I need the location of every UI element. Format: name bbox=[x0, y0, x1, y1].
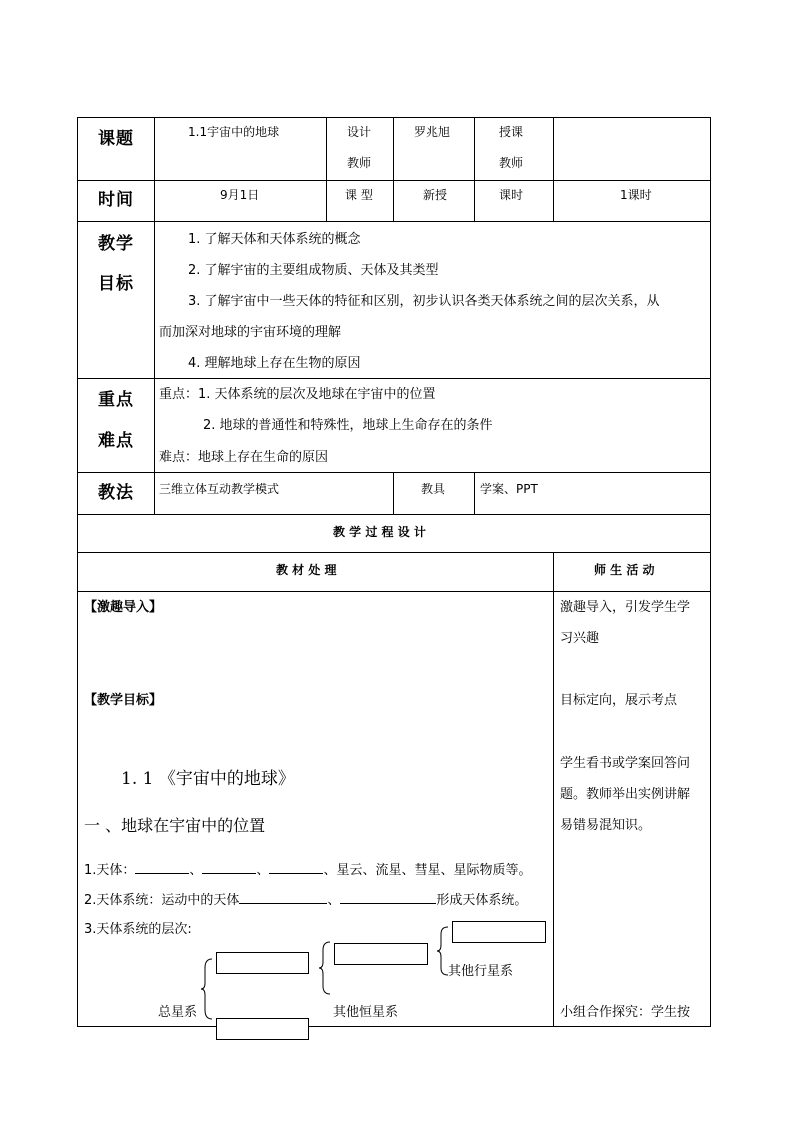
keypoints-label-2: 难点 bbox=[98, 431, 134, 451]
tools-value: 学案、PPT bbox=[480, 482, 538, 496]
table-line bbox=[77, 472, 711, 473]
designer-label-2: 教师 bbox=[347, 156, 372, 170]
process-title: 教 学 过 程 设 计 bbox=[333, 525, 426, 539]
activity-text: 习兴趣 bbox=[560, 631, 600, 646]
objective-item: 1. 了解天体和天体系统的概念 bbox=[188, 232, 361, 247]
table-border-left bbox=[77, 117, 78, 1027]
keypoints-label-1: 重点 bbox=[98, 390, 134, 410]
hours-value: 1课时 bbox=[620, 188, 652, 202]
objectives-label-2: 目标 bbox=[98, 274, 134, 294]
table-line bbox=[77, 180, 711, 181]
objectives-label-1: 教学 bbox=[98, 234, 134, 254]
separator: 、 bbox=[256, 863, 270, 878]
activity-text: 学生看书或学案回答问 bbox=[560, 756, 691, 771]
keypoint-line: 重点：1. 天体系统的层次及地球在宇宙中的位置 bbox=[159, 387, 436, 402]
designer-value: 罗兆旭 bbox=[414, 125, 451, 139]
table-line bbox=[393, 472, 394, 514]
activity-text: 易错易混知识。 bbox=[560, 818, 652, 833]
hierarchy-answer-box[interactable] bbox=[216, 1018, 309, 1040]
topic-value: 1.1宇宙中的地球 bbox=[188, 125, 280, 139]
type-label: 课 型 bbox=[345, 188, 373, 202]
keypoint-line: 2. 地球的普通性和特殊性，地球上生命存在的条件 bbox=[203, 418, 493, 433]
table-line bbox=[474, 472, 475, 514]
table-border-bottom bbox=[77, 1026, 711, 1027]
time-label: 时间 bbox=[98, 190, 134, 210]
question-1 bbox=[84, 861, 531, 877]
material-column-header: 教 材 处 理 bbox=[276, 563, 337, 577]
total-galaxy-label: 总星系 bbox=[158, 1005, 198, 1020]
table-border-right bbox=[710, 117, 711, 1027]
time-value: 9月1日 bbox=[220, 188, 260, 202]
question-1-prefix: 1.天体： bbox=[84, 863, 136, 878]
table-line bbox=[154, 117, 155, 514]
table-line bbox=[326, 117, 327, 221]
table-line bbox=[77, 591, 711, 592]
method-label: 教法 bbox=[98, 483, 134, 503]
objective-item: 3. 了解宇宙中一些天体的特征和区别，初步认识各类天体系统之间的层次关系，从 bbox=[188, 294, 660, 309]
goal-tag: 【教学目标】 bbox=[84, 693, 163, 708]
question-1-suffix: 、星云、流星、彗星、星际物质等。 bbox=[323, 863, 532, 878]
other-planets-label: 其他行星系 bbox=[448, 964, 514, 979]
activity-text: 目标定向，展示考点 bbox=[560, 693, 678, 708]
hierarchy-answer-box[interactable] bbox=[334, 943, 428, 965]
answer-blank[interactable] bbox=[202, 861, 256, 874]
activity-text: 题。教师举出实例讲解 bbox=[560, 787, 691, 802]
objective-item: 2. 了解宇宙的主要组成物质、天体及其类型 bbox=[188, 263, 439, 278]
separator: 、 bbox=[327, 893, 341, 908]
hierarchy-answer-box[interactable] bbox=[452, 921, 546, 943]
other-stars-label: 其他恒星系 bbox=[333, 1005, 399, 1020]
activity-text: 小组合作探究：学生按 bbox=[560, 1005, 691, 1020]
table-border-top bbox=[77, 117, 711, 118]
tools-label: 教具 bbox=[421, 482, 446, 496]
answer-blank[interactable] bbox=[239, 891, 327, 904]
lecturer-label-2: 教师 bbox=[499, 156, 524, 170]
question-2-suffix: 形成天体系统。 bbox=[436, 893, 528, 908]
table-line bbox=[393, 117, 394, 221]
table-line bbox=[77, 221, 711, 222]
answer-blank[interactable] bbox=[135, 861, 189, 874]
table-line bbox=[553, 552, 554, 1027]
designer-label-1: 设计 bbox=[347, 125, 372, 139]
table-line bbox=[77, 514, 711, 515]
hours-label: 课时 bbox=[499, 188, 524, 202]
table-line bbox=[77, 552, 711, 553]
method-value: 三维立体互动教学模式 bbox=[159, 482, 280, 496]
keypoint-line: 难点：地球上存在生命的原因 bbox=[159, 450, 329, 465]
brace-icon bbox=[200, 958, 214, 1020]
table-line bbox=[553, 117, 554, 221]
question-2 bbox=[84, 891, 527, 907]
objective-item: 而加深对地球的宇宙环境的理解 bbox=[159, 325, 342, 340]
answer-blank[interactable] bbox=[340, 891, 436, 904]
type-value: 新授 bbox=[423, 188, 448, 202]
hierarchy-answer-box[interactable] bbox=[216, 952, 309, 974]
objective-item: 4. 理解地球上存在生物的原因 bbox=[188, 356, 361, 371]
lecturer-label-1: 授课 bbox=[499, 125, 524, 139]
table-line bbox=[474, 117, 475, 221]
brace-icon bbox=[318, 941, 332, 995]
activity-text: 激趣导入，引发学生学 bbox=[560, 600, 691, 615]
answer-blank[interactable] bbox=[269, 861, 323, 874]
question-3: 3.天体系统的层次: bbox=[84, 922, 192, 937]
topic-label: 课题 bbox=[98, 129, 134, 149]
lesson-title: 1. 1 《宇宙中的地球》 bbox=[121, 769, 295, 789]
separator: 、 bbox=[189, 863, 203, 878]
table-line bbox=[77, 378, 711, 379]
question-2-prefix: 2.天体系统：运动中的天体 bbox=[84, 893, 240, 908]
section-heading: 一 、地球在宇宙中的位置 bbox=[84, 816, 266, 835]
intro-tag: 【激趣导入】 bbox=[84, 600, 163, 615]
activity-column-header: 师 生 活 动 bbox=[594, 563, 655, 577]
